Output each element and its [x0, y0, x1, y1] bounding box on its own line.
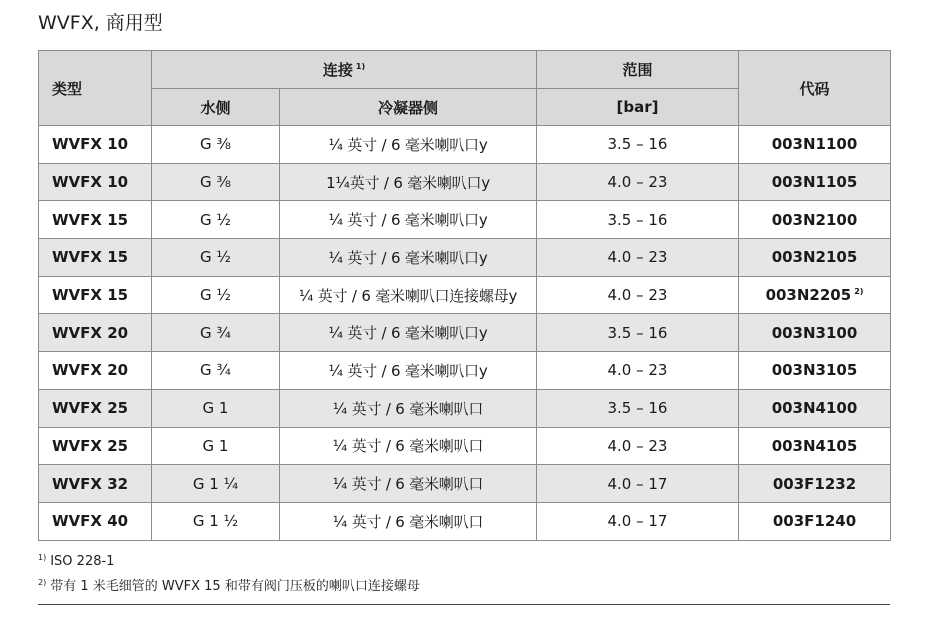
- cell-code-text: 003F1240: [772, 512, 857, 531]
- cell-type-text: WVFX 15: [52, 286, 129, 305]
- cell-water-side-text: G ⅜: [200, 135, 231, 154]
- cell-code: [739, 314, 891, 352]
- cell-type: [39, 126, 152, 164]
- cell-condenser-side: [280, 352, 537, 390]
- cell-code-text: 003N2100: [771, 210, 858, 229]
- footnote-2-mark: 2): [38, 578, 47, 587]
- product-table: [38, 50, 891, 541]
- cell-condenser-side-text: ¼ 英寸 / 6 毫米喇叭口y: [328, 361, 488, 380]
- cell-range-text: 4.0 – 23: [607, 248, 668, 267]
- table-row: [39, 163, 891, 201]
- cell-condenser-side: [280, 314, 537, 352]
- table-row: [39, 201, 891, 239]
- header-connection-note: 1): [355, 62, 366, 71]
- bottom-divider: [38, 604, 890, 605]
- page-title: WVFX, 商用型: [38, 12, 163, 34]
- header-connection-label: 连接: [322, 61, 353, 79]
- cell-range-text: 3.5 – 16: [607, 399, 668, 418]
- header-range: 范围: [537, 51, 739, 89]
- cell-range: [537, 352, 739, 390]
- cell-code: [739, 427, 891, 465]
- cell-type: [39, 502, 152, 540]
- cell-code-note: 2): [854, 287, 864, 297]
- cell-range-text: 4.0 – 23: [607, 361, 668, 380]
- cell-water-side-text: G 1: [202, 436, 229, 455]
- header-type: 类型: [39, 51, 152, 126]
- cell-range-text: 4.0 – 17: [607, 512, 668, 531]
- cell-range: [537, 163, 739, 201]
- cell-type: [39, 239, 152, 277]
- table-row: [39, 352, 891, 390]
- header-range-unit: [bar]: [537, 89, 739, 126]
- cell-condenser-side-text: ¼ 英寸 / 6 毫米喇叭口: [332, 437, 484, 456]
- table-row: [39, 276, 891, 314]
- cell-water-side: [152, 465, 280, 503]
- cell-water-side-text: G 1: [202, 399, 229, 418]
- cell-water-side-text: G ¾: [200, 323, 231, 342]
- table-row: [39, 427, 891, 465]
- footnotes: [38, 547, 420, 597]
- cell-water-side-text: G ½: [200, 286, 231, 305]
- cell-type: [39, 352, 152, 390]
- cell-range-text: 4.0 – 23: [607, 436, 668, 455]
- cell-water-side: [152, 126, 280, 164]
- cell-condenser-side-text: ¼ 英寸 / 6 毫米喇叭口: [332, 475, 484, 494]
- cell-water-side: [152, 502, 280, 540]
- cell-code-text: 003N4100: [771, 399, 858, 418]
- cell-condenser-side-text: ¼ 英寸 / 6 毫米喇叭口y: [328, 324, 488, 343]
- cell-water-side-text: G ⅜: [200, 173, 231, 192]
- cell-code-text: 003N2205: [765, 286, 852, 305]
- cell-code-text: 003N1100: [771, 135, 858, 154]
- cell-water-side: [152, 389, 280, 427]
- cell-type-text: WVFX 15: [52, 248, 129, 267]
- cell-water-side: [152, 239, 280, 277]
- table-row: [39, 126, 891, 164]
- cell-condenser-side-text: 1¼英寸 / 6 毫米喇叭口y: [326, 173, 490, 192]
- cell-code: [739, 502, 891, 540]
- cell-code-text: 003N3105: [771, 361, 858, 380]
- cell-range: [537, 201, 739, 239]
- footnote-2: [38, 572, 420, 597]
- footnote-2-text: 带有 1 米毛细管的 WVFX 15 和带有阀门压板的喇叭口连接螺母: [50, 579, 420, 594]
- cell-code: [739, 126, 891, 164]
- cell-code-text: 003N1105: [771, 173, 858, 192]
- cell-code-text: 003N4105: [771, 436, 858, 455]
- header-water-side: 水侧: [152, 89, 280, 126]
- cell-type: [39, 465, 152, 503]
- cell-condenser-side: [280, 389, 537, 427]
- cell-code-text: 003N3100: [771, 323, 858, 342]
- cell-range: [537, 314, 739, 352]
- cell-code-text: 003N2105: [771, 248, 858, 267]
- cell-code: [739, 239, 891, 277]
- cell-type: [39, 427, 152, 465]
- cell-condenser-side-text: ¼ 英寸 / 6 毫米喇叭口: [332, 399, 484, 418]
- cell-water-side-text: G 1 ¼: [192, 474, 239, 493]
- cell-condenser-side: [280, 201, 537, 239]
- cell-condenser-side-text: ¼ 英寸 / 6 毫米喇叭口y: [328, 248, 488, 267]
- cell-type-text: WVFX 15: [52, 210, 129, 229]
- cell-range-text: 3.5 – 16: [607, 323, 668, 342]
- cell-water-side: [152, 201, 280, 239]
- cell-code-text: 003F1232: [772, 474, 857, 493]
- footnote-1: [38, 547, 420, 572]
- cell-type: [39, 389, 152, 427]
- cell-condenser-side: [280, 126, 537, 164]
- cell-water-side-text: G ½: [200, 210, 231, 229]
- cell-code: [739, 389, 891, 427]
- header-code: 代码: [739, 51, 891, 126]
- table-row: [39, 314, 891, 352]
- cell-condenser-side: [280, 276, 537, 314]
- cell-range: [537, 502, 739, 540]
- cell-code: [739, 465, 891, 503]
- cell-type-text: WVFX 32: [52, 474, 129, 493]
- cell-condenser-side-text: ¼ 英寸 / 6 毫米喇叭口y: [328, 211, 488, 230]
- cell-water-side-text: G 1 ½: [192, 512, 239, 531]
- cell-condenser-side: [280, 465, 537, 503]
- header-connection: [152, 51, 537, 89]
- footnote-1-mark: 1): [38, 553, 47, 562]
- header-row-1: [39, 51, 891, 89]
- cell-range: [537, 389, 739, 427]
- cell-condenser-side-text: ¼ 英寸 / 6 毫米喇叭口连接螺母y: [298, 286, 518, 305]
- cell-type-text: WVFX 40: [52, 512, 129, 531]
- cell-range: [537, 427, 739, 465]
- cell-range-text: 4.0 – 23: [607, 286, 668, 305]
- header-condenser-side: 冷凝器侧: [280, 89, 537, 126]
- cell-water-side-text: G ½: [200, 248, 231, 267]
- cell-type: [39, 163, 152, 201]
- cell-type-text: WVFX 10: [52, 173, 129, 192]
- table-body: [39, 126, 891, 541]
- cell-condenser-side: [280, 427, 537, 465]
- table-row: [39, 465, 891, 503]
- cell-type-text: WVFX 20: [52, 323, 129, 342]
- cell-range-text: 4.0 – 17: [607, 474, 668, 493]
- cell-type: [39, 314, 152, 352]
- cell-range: [537, 126, 739, 164]
- cell-range: [537, 239, 739, 277]
- cell-condenser-side-text: ¼ 英寸 / 6 毫米喇叭口: [332, 512, 484, 531]
- cell-condenser-side-text: ¼ 英寸 / 6 毫米喇叭口y: [328, 135, 488, 154]
- cell-range-text: 3.5 – 16: [607, 210, 668, 229]
- cell-range: [537, 276, 739, 314]
- cell-type-text: WVFX 20: [52, 361, 129, 380]
- cell-range-text: 3.5 – 16: [607, 135, 668, 154]
- cell-type-text: WVFX 10: [52, 135, 129, 154]
- footnote-1-text: ISO 228-1: [50, 554, 115, 569]
- cell-condenser-side: [280, 239, 537, 277]
- cell-water-side: [152, 163, 280, 201]
- cell-condenser-side: [280, 163, 537, 201]
- cell-code: [739, 201, 891, 239]
- cell-code: [739, 352, 891, 390]
- cell-range-text: 4.0 – 23: [607, 173, 668, 192]
- cell-water-side: [152, 427, 280, 465]
- cell-type-text: WVFX 25: [52, 436, 129, 455]
- cell-type-text: WVFX 25: [52, 399, 129, 418]
- cell-water-side: [152, 352, 280, 390]
- table-row: [39, 502, 891, 540]
- cell-water-side: [152, 314, 280, 352]
- cell-condenser-side: [280, 502, 537, 540]
- table-row: [39, 389, 891, 427]
- cell-water-side-text: G ¾: [200, 361, 231, 380]
- cell-range: [537, 465, 739, 503]
- table-row: [39, 239, 891, 277]
- cell-type: [39, 276, 152, 314]
- cell-water-side: [152, 276, 280, 314]
- cell-code: [739, 276, 891, 314]
- cell-type: [39, 201, 152, 239]
- cell-code: [739, 163, 891, 201]
